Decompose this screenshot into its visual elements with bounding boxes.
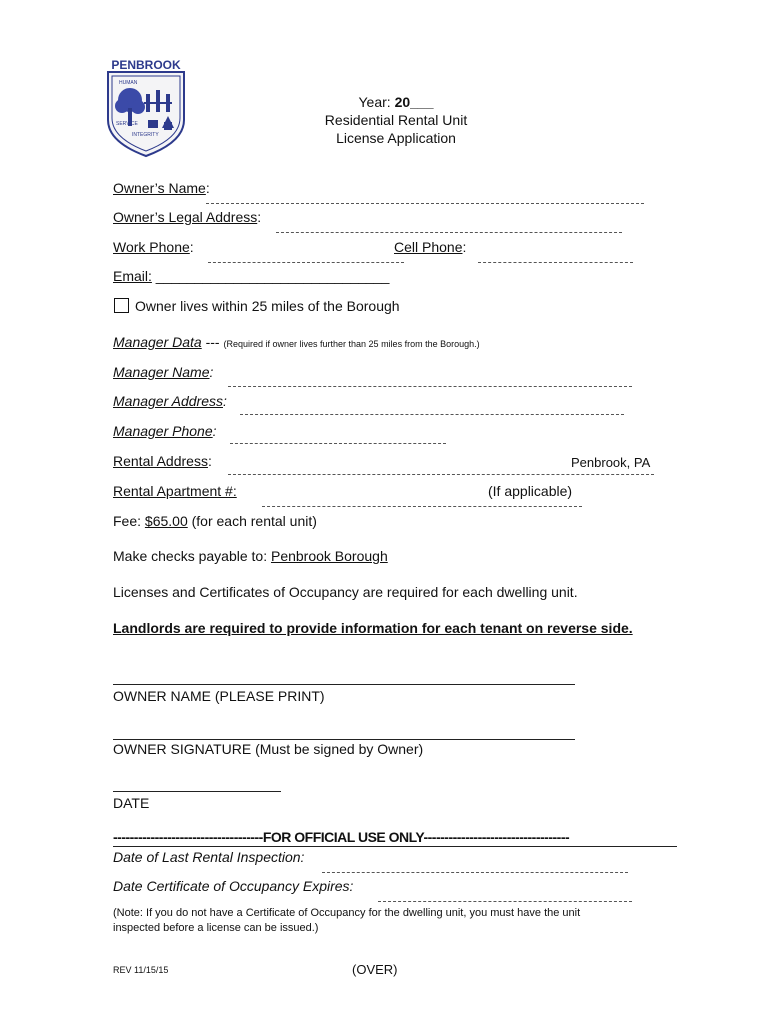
last-inspection-field[interactable] (322, 872, 628, 873)
logo-banner-service: SERVICE (116, 121, 138, 127)
email-label: Email: (113, 268, 152, 284)
payable-line (113, 548, 388, 564)
email-field[interactable]: ______________________________ (155, 268, 390, 284)
manager-phone-row: Manager Phone: (113, 423, 217, 439)
year-label: Year: (358, 94, 395, 110)
rental-apartment-field[interactable] (262, 506, 582, 507)
rental-address-field[interactable] (228, 474, 654, 475)
owner-name-row: Owner’s Name: (113, 180, 210, 196)
licenses-statement: Licenses and Certificates of Occupancy are required for each dwelling unit. (113, 584, 578, 600)
manager-address-label: Manager Address (113, 393, 223, 409)
note-line2: inspected before a license can be issued.) (113, 922, 319, 934)
within-25-miles-checkbox[interactable] (114, 298, 129, 313)
note-line1: (Note: If you do not have a Certificate of Occupancy for the dwelling unit, you must have the unit (113, 907, 581, 919)
year-line (358, 94, 433, 110)
work-phone-label: Work Phone (113, 239, 190, 255)
form-title-line1: Residential Rental Unit (324, 112, 468, 128)
owner-address-field[interactable] (276, 232, 622, 233)
manager-address-row: Manager Address: (113, 393, 227, 409)
payable-payee: Penbrook Borough (270, 548, 388, 564)
owner-name-print-field[interactable] (113, 684, 575, 685)
owner-name-label: Owner’s Name (113, 180, 206, 196)
manager-name-row: Manager Name: (113, 364, 214, 380)
logo-name: PENBROOK (111, 58, 181, 72)
cell-phone-label: Cell Phone (394, 239, 463, 255)
rental-apartment-note: (If applicable) (488, 483, 573, 499)
manager-section-label: Manager Data (113, 334, 202, 350)
rental-address-row: Rental Address: (113, 453, 212, 469)
logo-banner-left: HUMAN (119, 80, 138, 86)
form-title-line2: License Application (336, 130, 456, 146)
email-row (113, 268, 389, 284)
cell-phone-row: Cell Phone: (394, 239, 467, 255)
manager-phone-field[interactable] (230, 443, 446, 444)
last-inspection-label: Date of Last Rental Inspection: (113, 849, 305, 865)
manager-section-heading (113, 334, 480, 352)
fee-amount: $65.00 (144, 513, 188, 529)
fee-label: Fee: (113, 513, 145, 529)
owner-address-label: Owner’s Legal Address (113, 209, 258, 225)
owner-signature-label: OWNER SIGNATURE (Must be signed by Owner) (113, 741, 424, 757)
owner-name-field[interactable] (206, 203, 644, 204)
official-use-rule (113, 846, 677, 847)
rental-apartment-label: Rental Apartment #: (113, 483, 237, 499)
over-label: (OVER) (352, 962, 398, 977)
certificate-expires-label: Date Certificate of Occupancy Expires: (113, 878, 354, 894)
manager-name-label: Manager Name (113, 364, 210, 380)
work-phone-field[interactable] (208, 262, 404, 263)
borough-seal-icon (104, 58, 188, 158)
manager-phone-label: Manager Phone (113, 423, 213, 439)
owner-address-row: Owner’s Legal Address: (113, 209, 262, 225)
fee-note: (for each rental unit) (187, 513, 317, 529)
date-field[interactable] (113, 791, 281, 792)
work-phone-row: Work Phone: (113, 239, 194, 255)
year-value: 20___ (394, 94, 434, 110)
within-25-miles-label: Owner lives within 25 miles of the Borough (135, 298, 400, 314)
manager-address-field[interactable] (240, 414, 624, 415)
revision-label: REV 11/15/15 (113, 965, 169, 975)
payable-text: Make checks payable to: (113, 548, 271, 564)
owner-name-print-label: OWNER NAME (PLEASE PRINT) (113, 688, 325, 704)
rental-address-label: Rental Address (113, 453, 208, 469)
rental-city: Penbrook, PA (571, 455, 651, 470)
cell-phone-field[interactable] (478, 262, 633, 263)
official-use-heading: ------------------------------------FOR OFFICIAL USE ONLY----------------------------------- (113, 829, 570, 845)
certificate-expires-field[interactable] (378, 901, 632, 902)
fee-line (113, 513, 317, 529)
landlords-statement: Landlords are required to provide information for each tenant on reverse side. (113, 620, 633, 636)
manager-name-field[interactable] (228, 386, 632, 387)
manager-section-sep: --- (201, 334, 224, 350)
manager-section-note: (Required if owner lives further than 25 miles from the Borough.) (223, 339, 480, 349)
owner-signature-field[interactable] (113, 739, 575, 740)
date-label: DATE (113, 795, 150, 811)
logo-banner-bottom: INTEGRITY (132, 132, 159, 138)
